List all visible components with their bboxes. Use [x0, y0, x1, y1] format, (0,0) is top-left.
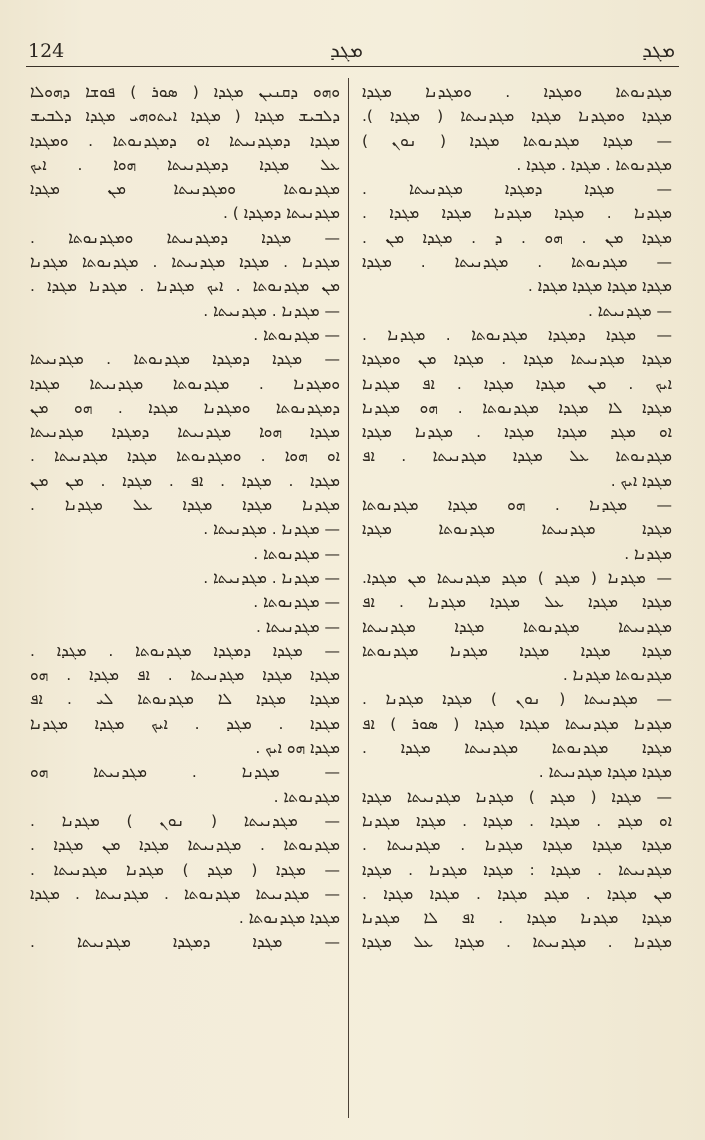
- left-column-line: — ܡܓܕܢܘܬܐ .: [253, 544, 340, 563]
- right-column-line: ܡܓܕܢܐ ܡܓܕܢܝܬܐ ܡܓܕܐ ܡܓܕܐ ( ܣܘܪ ) ܐܦ: [362, 714, 672, 733]
- left-column-line: — ܡܓܕܢܘܬܐ .: [253, 593, 340, 612]
- right-column-line: — ܡܓܕܐ ܕܡܓܕܐ ܡܓܕܢܘܬܐ . ܡܓܕܢܐ .: [362, 325, 672, 344]
- right-column-line: — ܡܓܕܢܐ . ܗܘ ܡܓܕܐ ܡܓܕܢܘܬܐ: [362, 496, 672, 515]
- left-column: [30, 80, 340, 1125]
- right-column-line: ܡܓܕܢܘܬܐ . ܡܓܕܐ . ܡܓܕܐ .: [516, 155, 672, 174]
- right-column-line: ܡܓܕܢܝܬܐ . ܡܓܕܐ : ܡܓܕܐ ܡܓܕܢܐ . ܡܓܕܐ: [362, 860, 672, 879]
- left-column-line: ܡܓܕܢܐ . ܡܓܕܐ ܡܓܕܢܝܬܐ . ܡܓܕܢܘܬܐ ܡܓܕܢܐ: [30, 253, 340, 272]
- right-column-line: ܡܓܕܢܐ . ܡܓܕܢܝܬܐ . ܡܓܕܐ ܥܠ ܡܓܕܐ: [362, 933, 672, 952]
- left-column-line: — ܡܓܕܐ ܕܡܓܕܐ ܡܓܕܢܘܬܐ . ܡܓܕܢܝܬܐ: [30, 350, 340, 369]
- right-column-line: ܡܓܕܐ ܡܢ . ܗܘ . ܕ . ܡܓܕܐ ܡܢ .: [362, 228, 672, 247]
- left-column-line: ܥܠ ܡܓܕܐ ܕܡܓܕܢܝܬܐ ܗܘܐ . ܐܝܟ: [30, 155, 340, 174]
- left-column-line: ܡܓܕܐ ܗܘ ܐܝܟ .: [255, 739, 340, 758]
- left-column-line: ܡܓܕܢܘܬܐ . ܡܓܕܢܝܬܐ ܡܓܕܐ ܡܢ ܡܓܕܐ .: [30, 836, 340, 855]
- left-column-line: — ܡܓܕܢܐ . ܡܓܕܢܝܬܐ .: [203, 301, 340, 320]
- left-column-line: ܡܓܕܐ . ܡܓܕܐ . ܐܦ . ܡܓܕܐ . ܡܢ ܡܢ: [30, 471, 340, 490]
- column-divider: [348, 78, 349, 1118]
- right-column-line: ܡܓܕܢܐ . ܡܓܕܐ ܡܓܕܢܐ ܡܓܕܐ ܡܓܕܐ .: [362, 204, 672, 223]
- right-column-line: ܡܓܕܐ ܐܝܟ .: [610, 471, 672, 490]
- right-column-line: ܡܓܕܐ ܠܐ ܡܓܕܐ ܡܓܕܢܘܬܐ . ܗܘ ܡܓܕܢܐ: [362, 398, 672, 417]
- page-header: [0, 28, 705, 68]
- right-column-line: — ܡܓܕܢܝܬܐ .: [587, 301, 672, 320]
- right-column-line: ܡܓܕܢܘܬܐ ܡܓܕܢܐ .: [562, 666, 672, 685]
- left-column-line: ܡܓܕܐ ܡܓܕܐ ܡܓܕܢܝܬܐ . ܐܦ ܡܓܕܐ . ܗܘ: [30, 666, 340, 685]
- right-column-line: ܡܓܕܐ ܡܓܕܐ ܡܓܕܢܝܬܐ .: [538, 763, 672, 782]
- right-column-line: ܡܓܕܐ ܡܓܕܐ ܡܓܕܐ ܡܓܕܢܐ . ܡܓܕܢܝܬܐ .: [362, 836, 672, 855]
- left-column-line: ܡܓܕܢܘܬܐ .: [273, 787, 340, 806]
- right-column-line: — ܡܓܕܢܝܬܐ ( ܢܘܢ ) ܡܓܕܐ ܡܓܕܢܐ .: [362, 690, 672, 709]
- left-column-line: — ܡܓܕܢܐ . ܡܓܕܢܝܬܐ ܗܘ: [30, 763, 340, 782]
- left-column-line: — ܡܓܕܐ ( ܡܓܕ ) ܡܓܕܢܐ ܡܓܕܢܝܬܐ .: [30, 860, 340, 879]
- right-column-line: ܡܓܕܢܘܬܐ ܘܡܓܕܐ . ܘܡܓܕܢܐ ܡܓܕܐ: [362, 83, 672, 101]
- left-column-line: ܕܡܓܕܢܘܬܐ ܘܡܓܕܢܐ ܡܓܕܐ . ܗܘ ܡܢ: [30, 398, 340, 417]
- right-column-line: ܡܓܕܐ ܡܓܕܢܘܬܐ ܡܓܕܢܝܬܐ ܡܓܕܐ .: [362, 739, 672, 758]
- left-column-line: — ܡܓܕܢܐ . ܡܓܕܢܝܬܐ .: [203, 568, 340, 587]
- running-head-center: ܡܓܕ: [330, 38, 363, 62]
- right-column-line: ܡܓܕܐ ܡܓܕܐ ܡܓܕܐ ܡܓܕܐ .: [527, 277, 672, 296]
- left-column-line: — ܡܓܕܐ ܕܡܓܕܢܝܬܐ ܘܡܓܕܢܘܬܐ .: [30, 228, 340, 247]
- right-column-line: ܡܓܕܐ ܘܡܓܕܢܐ ܡܓܕܐ ܡܓܕܢܝܬܐ ( ܡܓܕܐ ).: [362, 107, 672, 126]
- left-column-line: — ܡܓܕܐ ܕܡܓܕܐ ܡܓܕܢܘܬܐ . ܡܓܕܐ .: [30, 641, 340, 660]
- left-column-line: ܡܓܕܐ ܡܓܕܐ ܠܐ ܡܓܕܢܘܬܐ ܠܝ . ܐܦ: [30, 690, 340, 709]
- left-column-line: — ܡܓܕܢܘܬܐ .: [253, 325, 340, 344]
- left-column-line: — ܡܓܕܢܝܬܐ .: [255, 617, 340, 636]
- right-column-line: ܡܓܕܢܝܬܐ ܡܓܕܢܘܬܐ ܡܓܕܐ ܡܓܕܢܝܬܐ: [362, 617, 672, 636]
- running-head-right: ܡܓܕ: [642, 38, 675, 62]
- left-column-line: ܘܗܘ ܕܩܢܝܢ ܡܓܕܐ ( ܣܘܪ ) ܦܘܫܐ ܕܗܘܠܐ: [30, 83, 340, 101]
- left-column-line: ܡܓܕܢܐ ܡܓܕܐ ܡܓܕܐ ܥܠ ܡܓܕܢܐ .: [30, 496, 340, 515]
- left-column-line: — ܡܓܕܢܝܬܐ ܡܓܕܢܘܬܐ . ܡܓܕܢܝܬܐ . ܡܓܕܐ: [30, 884, 340, 903]
- right-column: [362, 80, 672, 1125]
- left-column-line: ܡܓܕܐ . ܡܓܕ . ܐܝܟ ܡܓܕܐ ܡܓܕܢܐ: [30, 714, 340, 733]
- right-column-line: — ܡܓܕܐ ܕܡܓܕܐ ܡܓܕܢܝܬܐ .: [362, 180, 672, 199]
- right-column-line: ܐܘ ܡܓܕ . ܡܓܕܐ . ܡܓܕܐ . ܡܓܕܐ ܡܓܕܢܐ: [362, 811, 672, 830]
- right-column-line: — ܡܓܕܢܐ ( ܡܓܕ ) ܡܓܕ ܡܓܕܢܝܬܐ ܡܢ ܡܓܕܐ.: [362, 568, 672, 587]
- right-column-line: ܡܓܕܐ ܡܓܕܐ ܡܓܕܐ ܡܓܕܢܐ ܡܓܕܢܘܬܐ: [362, 641, 672, 660]
- left-column-line: ܡܓܕܢܘܬܐ ܘܡܓܕܢܝܬܐ ܡܢ ܡܓܕܐ: [30, 180, 340, 199]
- left-column-line: ܡܓܕܐ ܗܘܐ ܡܓܕܢܝܬܐ ܕܡܓܕܐ ܡܓܕܢܝܬܐ: [30, 423, 340, 442]
- left-column-line: ܡܓܕܐ ܕܡܓܕܢܝܬܐ ܐܘ ܕܡܓܕܢܘܬܐ . ܘܡܓܕܐ: [30, 131, 340, 150]
- right-column-line: ܡܓܕܢܘܬܐ ܥܠ ܡܓܕܐ ܡܓܕܢܝܬܐ . ܐܦ: [362, 447, 672, 466]
- left-column-line: ܕܠܒܝܫ ܡܓܕܐ ( ܡܓܕܐ ܐܝܬܘܗܝ ܡܓܕܐ ܕܠܒܝܫ: [30, 107, 340, 126]
- left-column-line: ܡܓܕܐ ܡܓܕܢܘܬܐ .: [238, 909, 340, 928]
- right-column-line: ܡܓܕܢܐ .: [624, 544, 672, 563]
- right-column-line: — ܡܓܕܐ ܡܓܕܢܘܬܐ ܡܓܕܐ ( ܢܘܢ ): [362, 131, 672, 150]
- left-column-line: ܡܓܕܢܝܬܐ ܕܡܓܕܐ ) .: [222, 204, 340, 223]
- right-column-line: ܡܓܕܐ ܡܓܕܢܐ ܡܓܕܐ . ܐܦ ܠܐ ܡܓܕܢܐ: [362, 909, 672, 928]
- left-column-line: — ܡܓܕܢܐ . ܡܓܕܢܝܬܐ .: [203, 520, 340, 539]
- left-column-line: — ܡܓܕܐ ܕܡܓܕܐ ܡܓܕܢܝܬܐ .: [30, 933, 340, 952]
- right-column-line: ܡܓܕܐ ܡܓܕܐ ܥܠ ܡܓܕܐ ܡܓܕܢܐ . ܐܦ: [362, 593, 672, 612]
- left-column-line: ܡܢ ܡܓܕܢܘܬܐ . ܐܝܟ ܡܓܕܢܐ . ܡܓܕܢܐ ܡܓܕܐ .: [30, 277, 340, 296]
- left-column-line: — ܡܓܕܢܝܬܐ ( ܢܘܢ ) ܡܓܕܢܐ .: [30, 811, 340, 830]
- right-column-line: ܡܢ ܡܓܕܐ . ܡܓܕ ܡܓܕܐ . ܡܓܕܐ ܡܓܕܐ .: [362, 884, 672, 903]
- header-rule: [26, 66, 679, 67]
- left-column-line: ܘܡܓܕܢܐ . ܡܓܕܢܘܬܐ ܡܓܕܢܝܬܐ ܡܓܕܐ: [30, 374, 340, 393]
- page-number: 124: [28, 40, 65, 62]
- right-column-line: ܐܘ ܡܓܕ ܡܓܕܐ ܡܓܕܐ . ܡܓܕܢܐ ܡܓܕܐ: [362, 423, 672, 442]
- right-column-line: — ܡܓܕܢܘܬܐ . ܡܓܕܢܝܬܐ . ܡܓܕܐ: [362, 253, 672, 272]
- right-column-line: ܡܓܕܐ ܡܓܕܢܝܬܐ ܡܓܕܐ . ܡܓܕܐ ܡܢ ܘܡܓܕܐ: [362, 350, 672, 369]
- right-column-line: — ܡܓܕܐ ( ܡܓܕ ) ܡܓܕܢܐ ܡܓܕܢܝܬܐ ܡܓܕܐ: [362, 787, 672, 806]
- right-column-line: ܡܓܕܐ ܡܓܕܢܝܬܐ ܡܓܕܢܘܬܐ ܡܓܕܐ: [362, 520, 672, 539]
- right-column-line: ܐܝܟ . ܡܢ ܡܓܕܐ ܡܓܕܐ . ܐܦ ܡܓܕܢܐ: [362, 374, 672, 393]
- left-column-line: ܐܘ ܗܘܐ . ܘܡܓܕܢܘܬܐ ܡܓܕܐ ܡܓܕܢܝܬܐ .: [30, 447, 340, 466]
